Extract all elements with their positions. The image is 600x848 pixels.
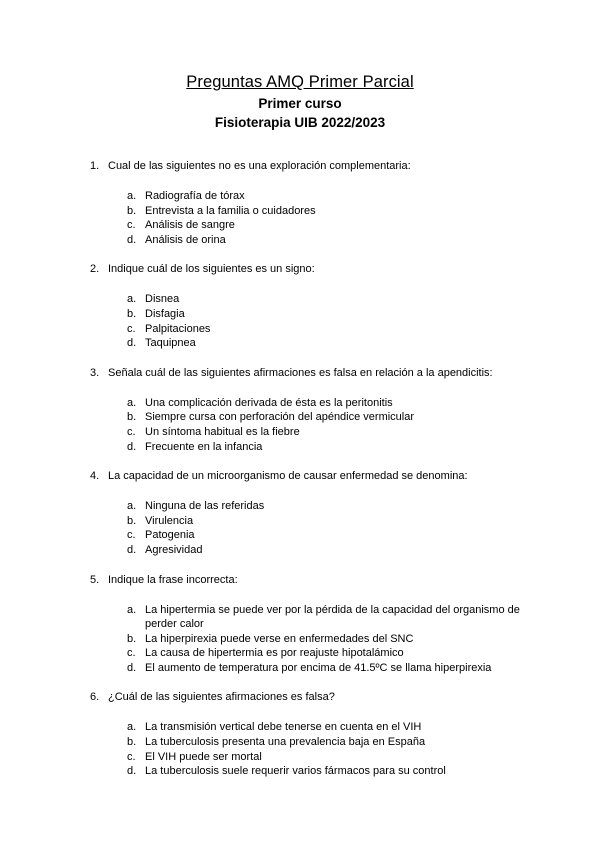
option-letter: a. [127, 190, 137, 202]
question-text: Indique la frase incorrecta: [108, 573, 238, 586]
option-c [0, 528, 600, 543]
option-text: Disnea [145, 293, 180, 306]
option-text: El aumento de temperatura por encima de 41.5ºC se llama hiperpirexia [145, 661, 492, 674]
option-letter: c. [127, 219, 136, 232]
option-text: La hipertermia se puede ver por la pérdida de la capacidad del organismo de perder calor [145, 603, 520, 631]
question-list [0, 159, 600, 779]
option-letter: d. [127, 337, 137, 350]
option-text: La tuberculosis suele requerir varios fármacos para su control [145, 765, 446, 778]
option-a [0, 603, 600, 632]
option-c [0, 218, 600, 233]
option-list [0, 189, 600, 247]
option-a [0, 499, 600, 514]
question-number: 5. [90, 573, 100, 586]
option-text: Virulencia [145, 514, 194, 527]
option-text: Siempre cursa con perforación del apéndice vermicular [145, 411, 415, 424]
option-text: Radiografía de tórax [145, 190, 245, 202]
option-letter: a. [127, 293, 137, 306]
option-d [0, 233, 600, 248]
option-text: La hiperpirexia puede verse en enfermedades del SNC [145, 632, 414, 645]
option-letter: c. [127, 750, 136, 763]
option-letter: b. [127, 514, 137, 527]
option-letter: c. [127, 322, 136, 335]
option-letter: d. [127, 765, 137, 778]
question-stem [0, 366, 600, 381]
option-text: Frecuente en la infancia [145, 440, 263, 453]
question-text: La capacidad de un microorganismo de causar enfermedad se denomina: [108, 470, 468, 483]
option-d [0, 661, 600, 676]
option-b [0, 307, 600, 322]
option-letter: a. [127, 603, 137, 616]
option-text: Entrevista a la familia o cuidadores [145, 204, 316, 217]
option-list [0, 292, 600, 350]
question-stem [0, 469, 600, 484]
option-text: La tuberculosis presenta una prevalencia baja en España [145, 736, 426, 749]
option-text: Análisis de orina [145, 233, 226, 246]
option-letter: d. [127, 543, 137, 556]
option-letter: c. [127, 529, 136, 542]
question-stem [0, 690, 600, 705]
option-c [0, 646, 600, 661]
option-d [0, 336, 600, 351]
option-text: Ninguna de las referidas [145, 500, 265, 513]
option-text: Disfagia [145, 307, 185, 320]
question-number: 3. [90, 366, 100, 379]
option-d [0, 764, 600, 779]
option-letter: d. [127, 440, 137, 453]
page-title: Preguntas AMQ Primer Parcial [186, 73, 414, 91]
question-stem [0, 573, 600, 588]
option-b [0, 735, 600, 750]
option-letter: a. [127, 396, 137, 409]
question-text: Indique cuál de los siguientes es un signo: [108, 263, 315, 276]
option-letter: d. [127, 661, 137, 674]
question-stem [0, 262, 600, 277]
option-c [0, 322, 600, 337]
option-list [0, 396, 600, 454]
option-letter: a. [127, 721, 137, 734]
question-text: ¿Cuál de las siguientes afirmaciones es falsa? [108, 691, 335, 704]
option-text: Una complicación derivada de ésta es la peritonitis [145, 396, 393, 409]
option-letter: d. [127, 233, 137, 246]
option-text: La causa de hipertermia es por reajuste hipotalámico [145, 647, 404, 660]
question-1 [0, 159, 600, 262]
option-list [0, 499, 600, 557]
option-a [0, 720, 600, 735]
question-text: Cual de las siguientes no es una exploración complementaria: [108, 160, 411, 172]
option-d [0, 543, 600, 558]
option-a [0, 396, 600, 411]
option-letter: c. [127, 647, 136, 660]
option-letter: b. [127, 411, 137, 424]
option-a [0, 292, 600, 307]
option-letter: b. [127, 736, 137, 749]
course-subtitle: Primer curso [258, 96, 342, 111]
option-c [0, 425, 600, 440]
option-list [0, 603, 600, 676]
question-6 [0, 690, 600, 778]
question-number: 6. [90, 691, 100, 704]
option-b [0, 204, 600, 219]
option-text: Agresividad [145, 543, 203, 556]
option-letter: b. [127, 307, 137, 320]
option-b [0, 632, 600, 647]
option-letter: c. [127, 425, 136, 438]
option-letter: a. [127, 500, 137, 513]
program-subtitle: Fisioterapia UIB 2022/2023 [214, 115, 386, 130]
question-3 [0, 366, 600, 469]
option-list [0, 720, 600, 778]
option-letter: b. [127, 204, 137, 217]
question-number: 1. [90, 160, 100, 172]
option-text: Análisis de sangre [145, 219, 235, 232]
option-text: Un síntoma habitual es la fiebre [145, 425, 300, 438]
question-stem [0, 159, 600, 174]
question-4 [0, 469, 600, 572]
option-d [0, 440, 600, 455]
option-letter: b. [127, 632, 137, 645]
option-c [0, 750, 600, 765]
option-text: Palpitaciones [145, 322, 211, 335]
question-text: Señala cuál de las siguientes afirmaciones es falsa en relación a la apendicitis: [108, 366, 493, 379]
question-5 [0, 573, 600, 691]
option-text: La transmisión vertical debe tenerse en cuenta en el VIH [145, 721, 422, 734]
option-a [0, 189, 600, 204]
option-text: Taquipnea [145, 337, 196, 350]
option-b [0, 514, 600, 529]
question-2 [0, 262, 600, 365]
question-number: 2. [90, 263, 100, 276]
question-number: 4. [90, 470, 100, 483]
option-text: El VIH puede ser mortal [145, 750, 262, 763]
option-text: Patogenia [145, 529, 195, 542]
option-b [0, 410, 600, 425]
